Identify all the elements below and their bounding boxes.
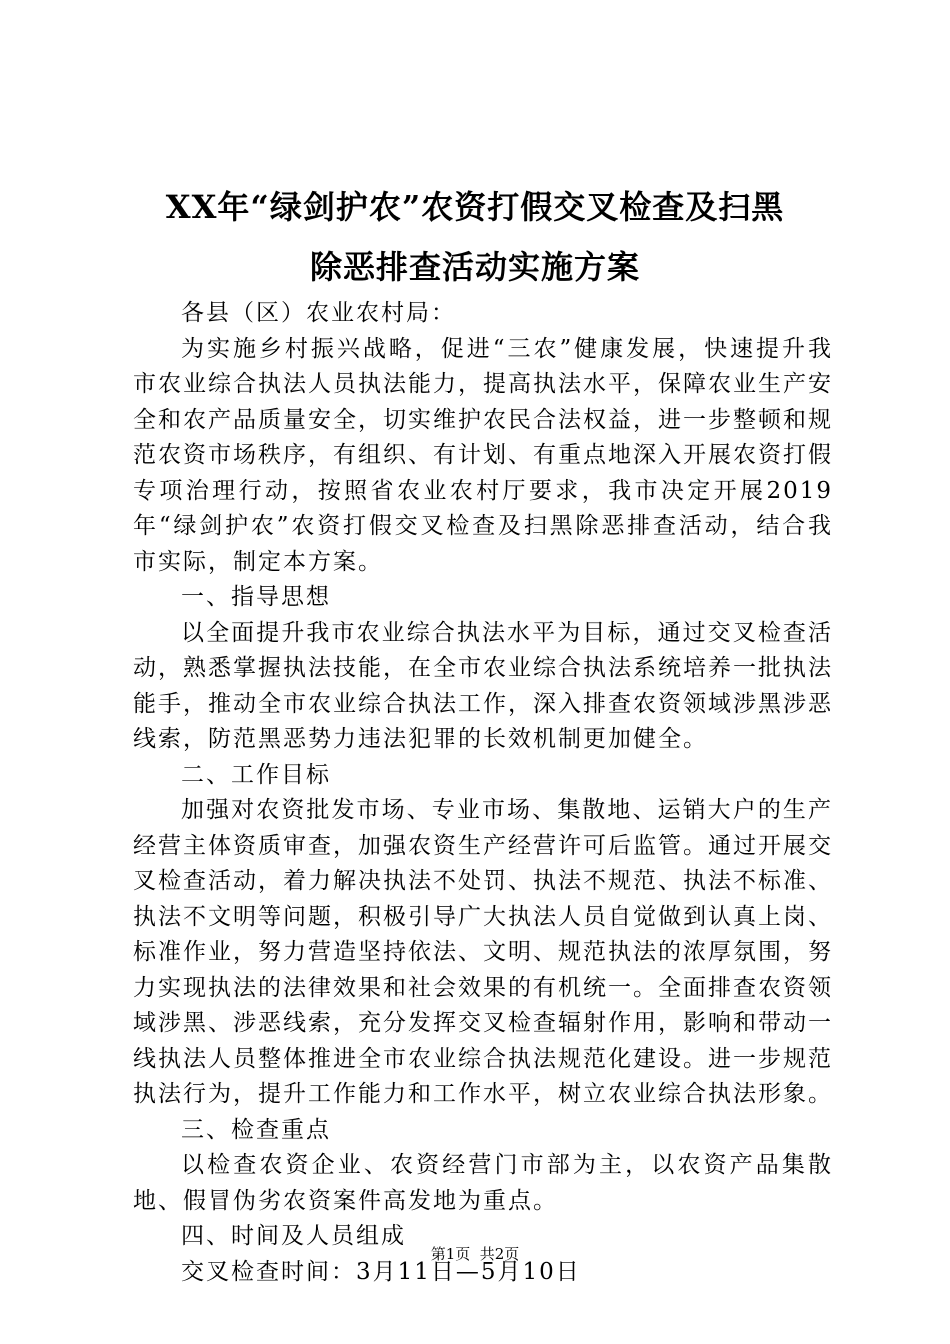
- document-body: [133, 296, 833, 1290]
- salutation: 各县（区）农业农村局：: [181, 300, 456, 326]
- page-number-footer: 第1页 共2页: [430, 1245, 520, 1263]
- section-heading-guiding-thought: 一、指导思想: [181, 584, 331, 610]
- section-heading-work-goals: 二、工作目标: [181, 761, 331, 788]
- section-heading-time-and-staffing: 四、时间及人员组成: [181, 1223, 406, 1249]
- section-body-inspection-focus: 以检查农资企业、农资经营门市部为主，以农资产品集散地、假冒伪劣农资案件高发地为重点。: [133, 1152, 833, 1214]
- intro-paragraph: 为实施乡村振兴战略，促进“三农”健康发展，快速提升我市农业综合执法人员执法能力，提高执法水平，保障农业生产安全和农产品质量安全，切实维护农民合法权益，进一步整顿和规范农资市场秩序，有组织、有计划、有重点地深入开展农资打假专项治理行动，按照省农业农村厅要求，我市决定开展2019年“绿剑护农”农资打假交叉检查及扫黑除恶排查活动，结合我市实际，制定本方案。: [133, 335, 833, 575]
- section-heading-inspection-focus: 三、检查重点: [181, 1116, 331, 1143]
- section-body-work-goals: 加强对农资批发市场、专业市场、集散地、运销大户的生产经营主体资质审查，加强农资生产经营许可后监管。通过开展交叉检查活动，着力解决执法不处罚、执法不规范、执法不标准、执法不文明等问题，积极引导广大执法人员自觉做到认真上岗、标准作业，努力营造坚持依法、文明、规范执法的浓厚氛围，努力实现执法的法律效果和社会效果的有机统一。全面排查农资领域涉黑、涉恶线索，充分发挥交叉检查辐射作用，影响和带动一线执法人员整体推进全市农业综合执法规范化建设。进一步规范执法行为，提升工作能力和工作水平，树立农业综合执法形象。: [133, 797, 833, 1107]
- document-title-line-2: 除恶排查活动实施方案: [309, 248, 640, 286]
- section-body-guiding-thought: 以全面提升我市农业综合执法水平为目标，通过交叉检查活动，熟悉掌握执法技能，在全市农业综合执法系统培养一批执法能手，推动全市农业综合执法工作，深入排查农资领域涉黑涉恶线索，防范黑恶势力违法犯罪的长效机制更加健全。: [133, 619, 833, 752]
- section-body-time-and-staffing: 交叉检查时间：3月11日—5月10日: [181, 1258, 581, 1285]
- document-title-line-1: XX年“绿剑护农”农资打假交叉检查及扫黑: [165, 188, 785, 226]
